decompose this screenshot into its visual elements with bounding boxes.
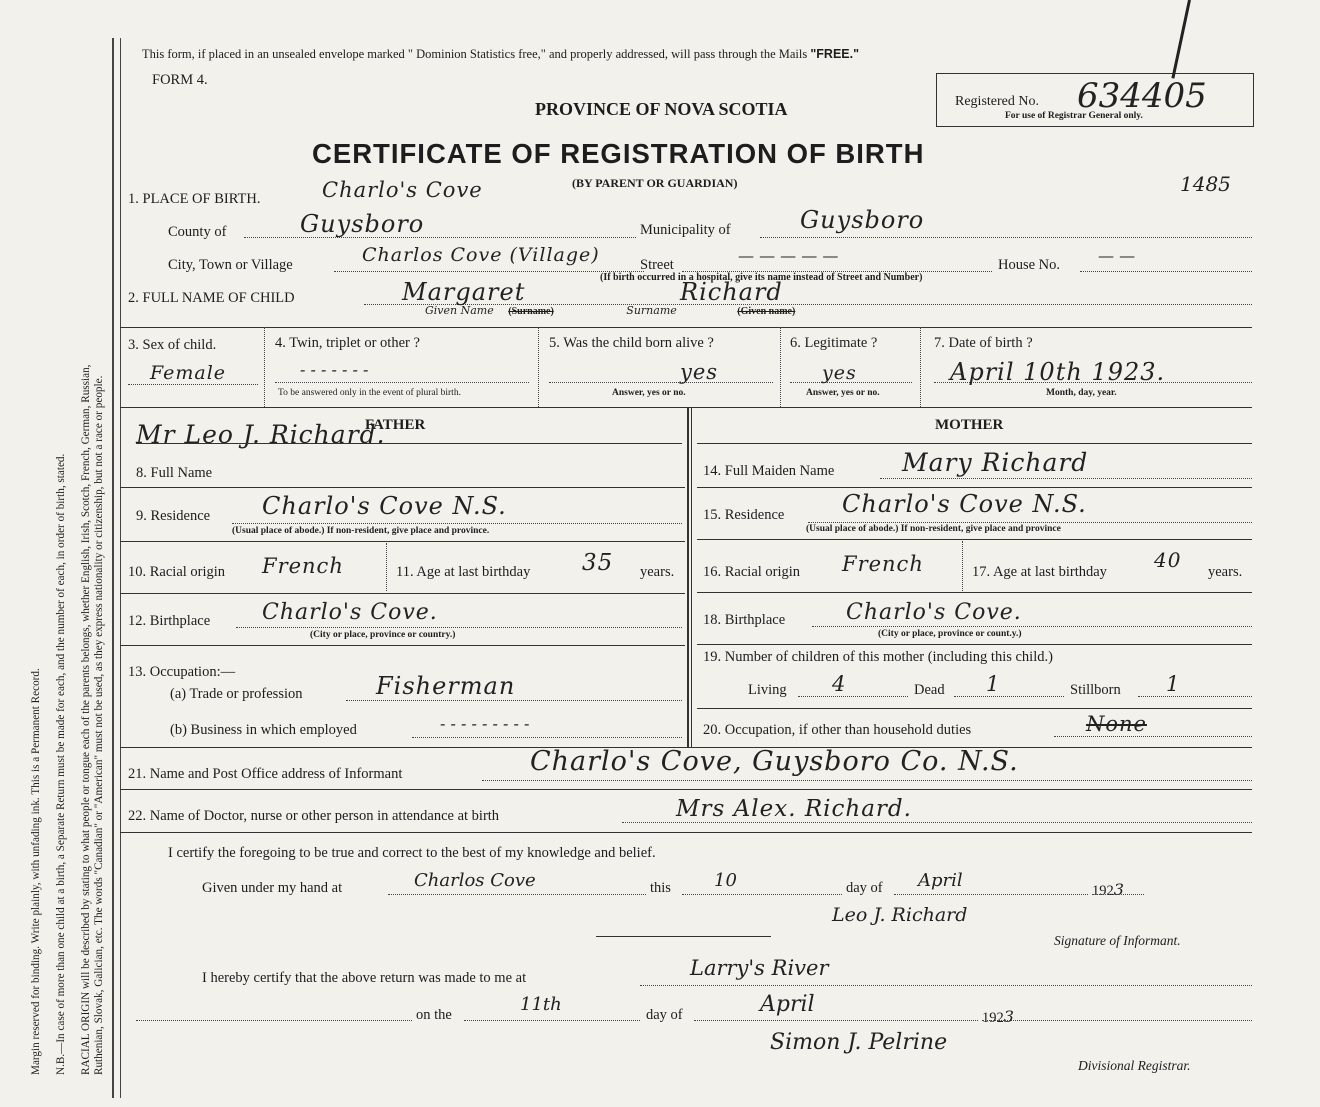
this-line bbox=[682, 894, 842, 895]
mother-birthplace-label: 18. Birthplace bbox=[703, 612, 786, 628]
sex-line bbox=[128, 384, 258, 385]
mother-children-label: 19. Number of children of this mother (including this child.) bbox=[703, 649, 1053, 665]
doctor-bottom-line bbox=[120, 832, 1252, 833]
house-line bbox=[1080, 271, 1252, 272]
mail-notice-text: This form, if placed in an unsealed envelope marked " Dominion Statistics free," and properly addressed, will pass through the Mails bbox=[142, 47, 808, 61]
mother-birthplace-value: Charlo's Cove. bbox=[846, 600, 1022, 625]
mail-notice bbox=[142, 47, 859, 62]
father-residence-value: Charlo's Cove N.S. bbox=[262, 492, 507, 520]
doctor-line bbox=[622, 822, 1252, 823]
surname-note-struck: (Surname) bbox=[508, 306, 554, 317]
father-business-line bbox=[412, 737, 682, 738]
mother-racial-value: French bbox=[842, 552, 924, 576]
child-surname-value: Richard bbox=[680, 278, 783, 306]
year2-suffix: 3 bbox=[1003, 1007, 1014, 1026]
registrar-signature: Simon J. Pelrine bbox=[770, 1030, 948, 1055]
hereby-place-value: Larry's River bbox=[690, 956, 829, 980]
on-the-label: on the bbox=[416, 1007, 452, 1023]
father-birthplace-note: (City or place, province or country.) bbox=[310, 630, 456, 640]
father-heading: FATHER bbox=[365, 417, 426, 433]
day-of2-label: day of bbox=[646, 1007, 683, 1023]
alive-note: Answer, yes or no. bbox=[612, 388, 686, 398]
county-value: Guysboro bbox=[300, 210, 425, 238]
margin-text-1: Margin reserved for binding. Write plainly, with unfading ink. This is a Permanent Record. bbox=[30, 668, 42, 1075]
mother-years: years. bbox=[1208, 564, 1243, 580]
informant-label: 21. Name and Post Office address of Informant bbox=[128, 766, 403, 782]
dob-label: 7. Date of birth ? bbox=[934, 335, 1033, 351]
hospital-note: (If birth occurred in a hospital, give its name instead of Street and Number) bbox=[600, 272, 923, 283]
year2-line bbox=[982, 1020, 1252, 1021]
father-heading-line bbox=[136, 443, 682, 444]
alive-line bbox=[549, 382, 773, 383]
father-age-label: 11. Age at last birthday bbox=[396, 564, 531, 580]
mother-living-line bbox=[798, 696, 908, 697]
year-line bbox=[1092, 894, 1144, 895]
informant-value: Charlo's Cove, Guysboro Co. N.S. bbox=[530, 746, 1019, 777]
mother-occupation-label: 20. Occupation, if other than household duties bbox=[703, 722, 972, 738]
year2-value bbox=[982, 1007, 1014, 1027]
margin-text-2: N.B.—In case of more than one child at a birth, a Separate Return must be made for each, and the number of each, in order of birth, stated. bbox=[55, 453, 67, 1075]
father-birthplace-label: 12. Birthplace bbox=[128, 613, 211, 629]
year-value bbox=[1092, 880, 1124, 900]
given-label: Given under my hand at bbox=[202, 880, 343, 896]
house-label: House No. bbox=[998, 257, 1061, 273]
mother-dead-line bbox=[954, 696, 1064, 697]
parents-center-divider-2 bbox=[691, 407, 692, 747]
mother-name-line bbox=[880, 478, 1252, 479]
legit-value: yes bbox=[822, 362, 857, 384]
father-name-line bbox=[120, 487, 685, 488]
alive-label: 5. Was the child born alive ? bbox=[549, 335, 714, 351]
father-residence-sep bbox=[120, 541, 685, 542]
certify-text: I certify the foregoing to be true and correct to the best of my knowledge and belief. bbox=[168, 845, 656, 861]
mother-residence-label: 15. Residence bbox=[703, 507, 785, 523]
mother-birthplace-line bbox=[812, 626, 1252, 627]
father-occupation-label: 13. Occupation:— bbox=[128, 664, 236, 680]
mother-racial-label: 16. Racial origin bbox=[703, 564, 801, 580]
sex-value: Female bbox=[150, 362, 227, 384]
month-line bbox=[894, 894, 1088, 895]
mother-dead-label: Dead bbox=[914, 682, 945, 698]
year2-prefix: 192 bbox=[982, 1010, 1004, 1026]
father-residence-label: 9. Residence bbox=[136, 508, 211, 524]
mother-name-sep bbox=[697, 487, 1252, 488]
sex-label: 3. Sex of child. bbox=[128, 337, 217, 353]
father-business-label: (b) Business in which employed bbox=[170, 722, 357, 738]
ink-stroke bbox=[1171, 0, 1191, 79]
father-residence-note: (Usual place of abode.) If non-resident, give place and province. bbox=[232, 526, 490, 536]
mother-heading-line bbox=[697, 443, 1252, 444]
place-label: 1. PLACE OF BIRTH. bbox=[128, 191, 261, 207]
mother-stillborn-line bbox=[1138, 696, 1252, 697]
city-line bbox=[334, 271, 644, 272]
year-suffix: 3 bbox=[1113, 880, 1124, 899]
mother-occupation-line bbox=[1054, 736, 1252, 737]
hereby-text: I hereby certify that the above return was made to me at bbox=[202, 970, 527, 986]
twin-label: 4. Twin, triplet or other ? bbox=[275, 335, 420, 351]
father-trade-line bbox=[346, 700, 682, 701]
legit-label: 6. Legitimate ? bbox=[790, 335, 878, 351]
mother-occupation-value: None bbox=[1086, 712, 1147, 736]
signature-underline bbox=[596, 936, 771, 937]
corner-number: 1485 bbox=[1180, 172, 1231, 196]
registered-label: Registered No. bbox=[955, 94, 1039, 109]
registered-number: 634405 bbox=[1077, 76, 1207, 116]
father-name-label: 8. Full Name bbox=[136, 465, 213, 481]
mother-residence-value: Charlo's Cove N.S. bbox=[842, 490, 1087, 518]
mother-residence-note: (Usual place of abode.) If non-resident, give place and province bbox=[806, 524, 1061, 534]
margin-line-inner bbox=[120, 38, 121, 1098]
divisional-label: Divisional Registrar. bbox=[1078, 1058, 1191, 1073]
given-place-line bbox=[388, 894, 646, 895]
child-given-value: Margaret bbox=[402, 278, 526, 306]
informant-line bbox=[482, 780, 1252, 781]
father-birthplace-sep bbox=[120, 645, 685, 646]
alive-value: yes bbox=[680, 360, 719, 384]
surname-note-hw: Surname bbox=[626, 304, 677, 317]
this-value: 10 bbox=[714, 870, 737, 891]
registered-box bbox=[936, 73, 1254, 127]
margin-text-3: RACIAL ORIGIN will be described by stating to what people or tongue each of the parents belongs, whether English, Irish, Scotch, French, German, Russian, bbox=[80, 364, 92, 1075]
row3-divider-3 bbox=[780, 327, 781, 407]
father-racial-divider bbox=[386, 543, 387, 591]
father-residence-line bbox=[232, 523, 682, 524]
given-place-value: Charlos Cove bbox=[414, 870, 536, 891]
mother-birthplace-sep bbox=[697, 644, 1252, 645]
on-the-lead-line bbox=[136, 1020, 412, 1021]
mother-residence-line bbox=[808, 522, 1252, 523]
row3-top-line bbox=[120, 327, 1252, 328]
father-racial-sep bbox=[120, 593, 685, 594]
street-label: Street bbox=[640, 257, 674, 273]
registered-note: For use of Registrar General only. bbox=[1005, 111, 1143, 121]
father-name-value: Mr Leo J. Richard. bbox=[136, 420, 386, 449]
father-age-value: 35 bbox=[582, 550, 614, 576]
informant-signature: Leo J. Richard bbox=[832, 904, 968, 926]
given-note-struck: (Given name) bbox=[737, 306, 796, 317]
father-trade-value: Fisherman bbox=[376, 672, 516, 700]
father-racial-label: 10. Racial origin bbox=[128, 564, 226, 580]
row3-divider-4 bbox=[920, 327, 921, 407]
place-value: Charlo's Cove bbox=[322, 178, 483, 202]
margin-text-4: Ruthenian, Slovak, Galician, etc. The words "Canadian" or "American" must not be used, as they express nationality or citizenship, but not a race or people. bbox=[93, 375, 105, 1075]
mother-age-value: 40 bbox=[1154, 548, 1182, 572]
certificate-subtitle: (BY PARENT OR GUARDIAN) bbox=[572, 176, 738, 190]
twin-note: To be answered only in the event of plural birth. bbox=[278, 388, 461, 398]
dob-value: April 10th 1923. bbox=[950, 358, 1166, 386]
twin-line bbox=[275, 382, 529, 383]
mother-racial-divider bbox=[962, 541, 963, 591]
mother-stillborn-label: Stillborn bbox=[1070, 682, 1121, 698]
child-name-notes bbox=[425, 304, 795, 317]
father-birthplace-line bbox=[236, 627, 682, 628]
mother-birthplace-note: (City or place, province or count.y.) bbox=[878, 629, 1022, 639]
parents-top-line bbox=[120, 407, 1252, 408]
legit-note: Answer, yes or no. bbox=[806, 388, 880, 398]
on-the-value: 11th bbox=[520, 994, 562, 1015]
mother-name-value: Mary Richard bbox=[902, 448, 1089, 477]
certificate-title: CERTIFICATE OF REGISTRATION OF BIRTH bbox=[312, 138, 925, 169]
parents-center-divider bbox=[687, 407, 689, 747]
mother-residence-sep bbox=[697, 539, 1252, 540]
year-prefix: 192 bbox=[1092, 883, 1114, 899]
father-trade-label: (a) Trade or profession bbox=[170, 686, 303, 702]
mother-age-label: 17. Age at last birthday bbox=[972, 564, 1107, 580]
dob-note: Month, day, year. bbox=[1046, 388, 1117, 398]
month2-line bbox=[694, 1020, 978, 1021]
mother-racial-sep bbox=[697, 592, 1252, 593]
mother-living-value: 4 bbox=[832, 672, 847, 696]
doctor-label: 22. Name of Doctor, nurse or other person in attendance at birth bbox=[128, 808, 500, 824]
row3-divider-2 bbox=[538, 327, 539, 407]
house-value: — — bbox=[1098, 246, 1136, 265]
street-value: — — — — — bbox=[738, 246, 839, 265]
sig-informant-label: Signature of Informant. bbox=[1054, 933, 1181, 948]
father-birthplace-value: Charlo's Cove. bbox=[262, 600, 438, 625]
informant-bottom-line bbox=[120, 789, 1252, 790]
month2-value: April bbox=[760, 992, 815, 1017]
on-the-line bbox=[464, 1020, 640, 1021]
this-label: this bbox=[650, 880, 671, 896]
form-number: FORM 4. bbox=[152, 72, 208, 88]
province-title: PROVINCE OF NOVA SCOTIA bbox=[535, 99, 788, 119]
mother-living-label: Living bbox=[748, 682, 787, 698]
row3-divider-1 bbox=[264, 327, 265, 407]
mother-children-sep bbox=[697, 708, 1252, 709]
father-business-value: - - - - - - - - - bbox=[440, 714, 530, 733]
municipality-line bbox=[760, 237, 1252, 238]
county-label: County of bbox=[168, 224, 227, 240]
municipality-value: Guysboro bbox=[800, 206, 925, 234]
father-racial-value: French bbox=[262, 554, 344, 578]
mail-free: "FREE." bbox=[810, 47, 860, 61]
father-years: years. bbox=[640, 564, 675, 580]
hereby-place-line bbox=[640, 985, 1252, 986]
doctor-value: Mrs Alex. Richard. bbox=[676, 796, 912, 822]
day-of-label: day of bbox=[846, 880, 883, 896]
child-name-label: 2. FULL NAME OF CHILD bbox=[128, 290, 295, 306]
municipality-label: Municipality of bbox=[640, 222, 731, 238]
given-note-hw: Given Name bbox=[425, 304, 494, 317]
month-value: April bbox=[918, 870, 963, 891]
city-label: City, Town or Village bbox=[168, 257, 293, 273]
margin-line-outer bbox=[112, 38, 114, 1098]
mother-stillborn-value: 1 bbox=[1166, 672, 1181, 696]
city-value: Charlos Cove (Village) bbox=[362, 244, 600, 266]
twin-value: - - - - - - - bbox=[300, 360, 369, 379]
mother-name-label: 14. Full Maiden Name bbox=[703, 463, 835, 479]
mother-heading: MOTHER bbox=[935, 417, 1004, 433]
mother-dead-value: 1 bbox=[986, 672, 1001, 696]
